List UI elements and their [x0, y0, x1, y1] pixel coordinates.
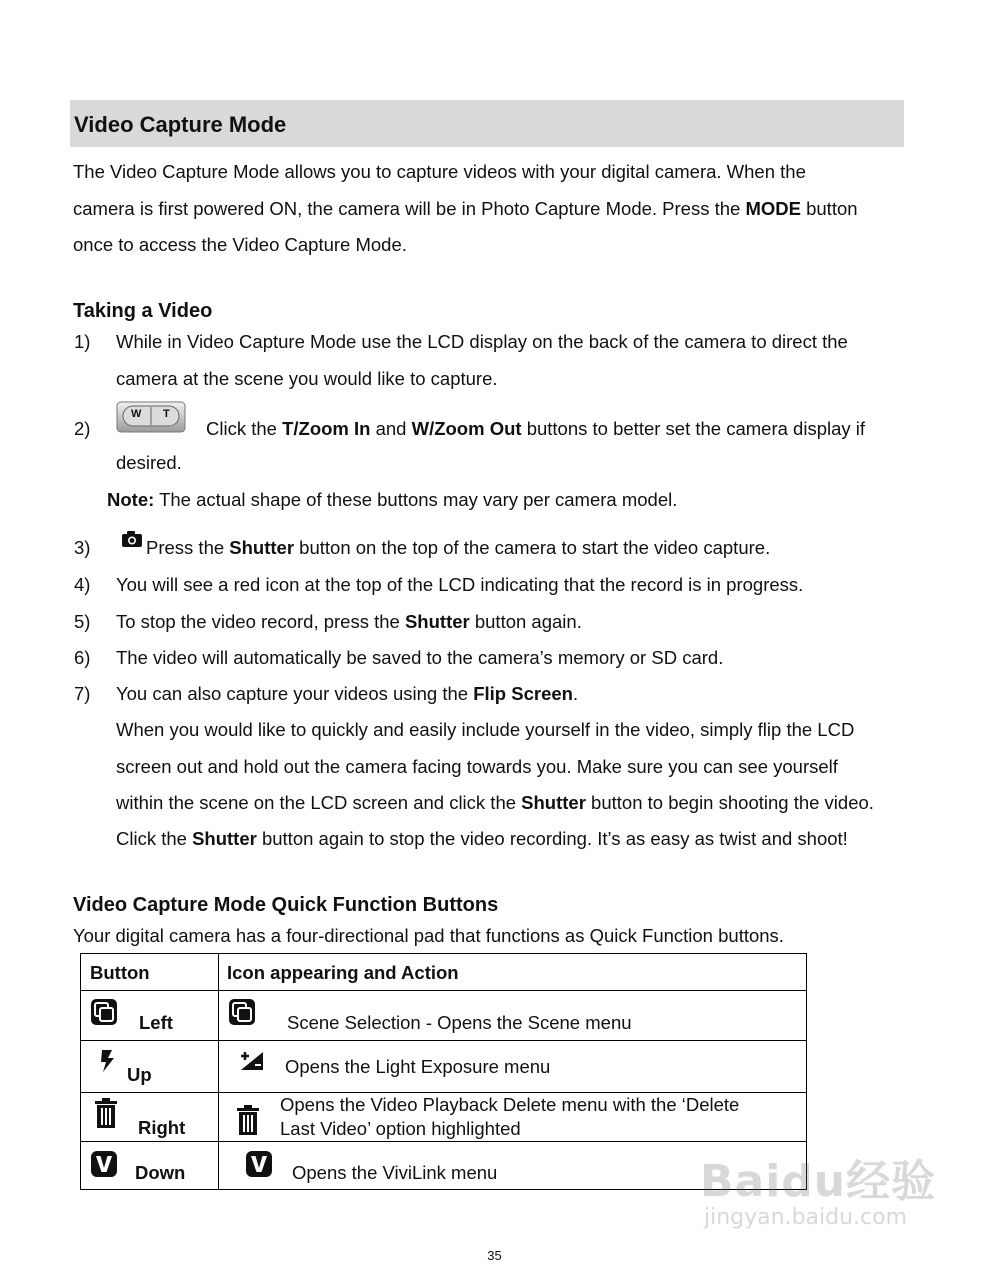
- item-6-line-1: The video will automatically be saved to the camera’s memory or SD card.: [116, 647, 724, 668]
- baidu-watermark: [700, 1135, 940, 1245]
- zoom-t-label: T: [163, 408, 170, 420]
- item-2-line-1: Click the T/Zoom In and W/Zoom Out buttons to better set the camera display if: [206, 418, 866, 439]
- watermark-brand: Baidu经验: [700, 1156, 937, 1207]
- row-left-button-label: Left: [139, 1012, 173, 1033]
- zoom-w-label: W: [131, 408, 142, 420]
- section-title: Video Capture Mode: [74, 112, 287, 137]
- zoom-wt-button-icon: [116, 401, 186, 433]
- item-7-line-4: within the scene on the LCD screen and click the Shutter button to begin shooting the video.: [116, 792, 874, 813]
- note: Note: The actual shape of these buttons may vary per camera model.: [107, 489, 678, 510]
- intro-line-2: camera is first powered ON, the camera will be in Photo Capture Mode. Press the MODE button: [73, 198, 858, 219]
- flash-icon: [99, 1049, 117, 1078]
- quick-intro: Your digital camera has a four-directional pad that functions as Quick Function buttons.: [73, 925, 784, 946]
- intro-line-3: once to access the Video Capture Mode.: [73, 234, 407, 255]
- trash-icon: [93, 1097, 119, 1134]
- camera-icon: [121, 530, 143, 548]
- row-up-button-label: Up: [127, 1064, 152, 1085]
- row-down-button-label: Down: [135, 1162, 186, 1183]
- scene-icon: [90, 998, 118, 1031]
- table-header-button: Button: [90, 962, 150, 983]
- row-left-action: Scene Selection - Opens the Scene menu: [287, 1012, 632, 1033]
- page-number: 35: [487, 1248, 502, 1263]
- trash-icon-action: [235, 1104, 261, 1141]
- scene-icon-action: [228, 998, 256, 1031]
- item-6-number: 6): [74, 647, 91, 668]
- watermark-url: jingyan.baidu.com: [704, 1205, 908, 1230]
- item-2-number: 2): [74, 418, 91, 439]
- item-4-line-1: You will see a red icon at the top of the LCD indicating that the record is in progress.: [116, 574, 804, 595]
- light-exposure-icon: [239, 1050, 265, 1077]
- item-4-number: 4): [74, 574, 91, 595]
- item-5-number: 5): [74, 611, 91, 632]
- quick-function-table: [80, 953, 807, 1190]
- item-7-line-3: screen out and hold out the camera facing towards you. Make sure you can see yourself: [116, 756, 838, 777]
- item-7-line-1: You can also capture your videos using the Flip Screen.: [116, 683, 579, 704]
- item-2-line-2: desired.: [116, 452, 182, 473]
- table-header-action: Icon appearing and Action: [227, 962, 459, 983]
- vivilink-icon-action: [245, 1150, 273, 1183]
- item-5-line-1: To stop the video record, press the Shutter button again.: [116, 611, 582, 632]
- vivilink-icon: [90, 1150, 118, 1183]
- row-right-action-line-2: Last Video’ option highlighted: [280, 1118, 521, 1139]
- row-right-button-label: Right: [138, 1117, 186, 1138]
- intro-line-1: The Video Capture Mode allows you to capture videos with your digital camera. When the: [73, 161, 806, 182]
- row-up-action: Opens the Light Exposure menu: [285, 1056, 551, 1077]
- quick-heading: Video Capture Mode Quick Function Buttons: [73, 894, 499, 916]
- taking-heading: Taking a Video: [73, 300, 213, 322]
- item-1-number: 1): [74, 331, 91, 352]
- item-1-line-1: While in Video Capture Mode use the LCD display on the back of the camera to direct the: [116, 331, 848, 352]
- row-down-action: Opens the ViviLink menu: [292, 1162, 498, 1183]
- item-7-number: 7): [74, 683, 91, 704]
- item-3-line-1: Press the Shutter button on the top of the camera to start the video capture.: [146, 537, 771, 558]
- item-3-number: 3): [74, 537, 91, 558]
- item-1-line-2: camera at the scene you would like to capture.: [116, 368, 498, 389]
- row-right-action-line-1: Opens the Video Playback Delete menu with the ‘Delete: [280, 1094, 740, 1115]
- item-7-line-2: When you would like to quickly and easily include yourself in the video, simply flip the LCD: [116, 719, 855, 740]
- item-7-line-5: Click the Shutter button again to stop the video recording. It’s as easy as twist and shoot!: [116, 828, 848, 849]
